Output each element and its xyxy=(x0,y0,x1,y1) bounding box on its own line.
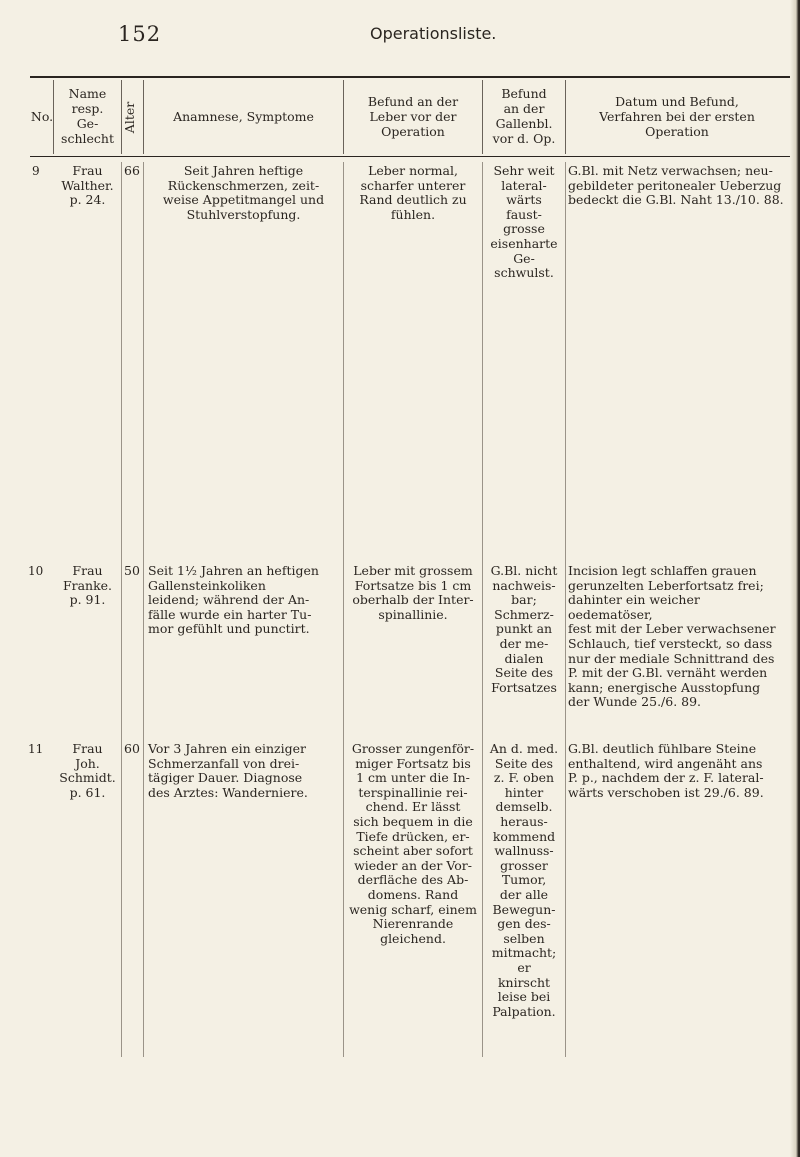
row-number: 9 xyxy=(32,164,40,178)
page-number: 152 xyxy=(118,22,162,46)
patient-name: Frau Joh. Schmidt. p. 61. xyxy=(59,741,116,800)
header-alter xyxy=(118,90,142,144)
befund-gallenbl-text: G.Bl. nicht nachweis- bar; Schmerz- punkt an der me- dialen Seite des Fortsatzes xyxy=(490,563,558,695)
page-edge-shadow xyxy=(790,0,800,1157)
patient-name: Frau Walther. p. 24. xyxy=(61,163,114,208)
header-befund-leber: Befund an der Leber vor der Operation xyxy=(367,93,459,139)
datum-text: G.Bl. mit Netz verwachsen; neu- gebildeter peritonealer Ueberzug bedeckt die G.Bl. Naht 13./10. 88. xyxy=(568,163,784,208)
page-header xyxy=(0,14,800,44)
header-alter-label: Alter xyxy=(122,101,138,133)
befund-leber-text: Grosser zungenför- miger Fortsatz bis 1 cm unter die In- terspinallinie rei- chend. Er lässt sich bequem in die Tiefe drücken, er- scheint aber sofort wieder an der Vor- derfläche des Ab- domens. Rand wenig scharf, einem Nierenrande gleichend. xyxy=(349,741,477,946)
header-name: Name resp. Ge- schlecht xyxy=(61,86,114,146)
page-title: Operationsliste. xyxy=(370,24,497,43)
column-divider xyxy=(565,162,566,1057)
datum-text: Incision legt schlaffen grauen gerunzelten Leberfortsatz frei; dahinter ein weicher oedematöser, fest mit der Leber verwachsener Schlauch, tief versteckt, so dass nur der mediale Schnittrand des P. mit der G.Bl. vernäht werden kann; energische Ausstopfung der Wunde 25./6. 89. xyxy=(568,563,776,710)
befund-leber-text: Leber mit grossem Fortsatze bis 1 cm oberhalb der Inter- spinallinie. xyxy=(352,563,474,622)
row-number: 10 xyxy=(28,564,44,578)
patient-age: 66 xyxy=(124,163,140,178)
befund-leber-text: Leber normal, scharfer unterer Rand deutlich zu fühlen. xyxy=(359,163,467,222)
anamnese-text: Seit 1½ Jahren an heftigen Gallensteinkoliken leidend; während der An- fälle wurde ein harter Tu- mor gefühlt und punctirt. xyxy=(148,563,319,637)
header-anamnese: Anamnese, Symptome xyxy=(173,108,314,124)
befund-gallenbl-text: An d. med. Seite des z. F. oben hinter demselb. heraus- kommend wallnuss- grosser Tumor, der alle Bewegun- gen des- selben mitmacht; er knirscht leise bei Palpation. xyxy=(489,741,559,1019)
column-divider xyxy=(121,162,122,1057)
row-number: 11 xyxy=(28,742,44,756)
patient-name: Frau Franke. p. 91. xyxy=(62,563,113,608)
anamnese-text: Seit Jahren heftige Rückenschmerzen, zeit- weise Appetitmangel und Stuhlverstopfung. xyxy=(162,163,325,222)
header-datum: Datum und Befund, Verfahren bei der ersten Operation xyxy=(599,93,755,139)
header-befund-gallenbl: Befund an der Gallenbl. vor d. Op. xyxy=(492,86,556,146)
patient-age: 50 xyxy=(124,563,140,578)
header-no: No. xyxy=(30,108,54,124)
column-divider xyxy=(143,162,144,1057)
befund-gallenbl-text: Sehr weit lateral- wärts faust- grosse eisenharte Ge- schwulst. xyxy=(490,163,558,281)
datum-text: G.Bl. deutlich fühlbare Steine enthaltend, wird angenäht ans P. p., nachdem der z. F. lateral- wärts verschoben ist 29./6. 89. xyxy=(568,741,764,800)
header-bottom-rule xyxy=(30,156,790,157)
patient-age: 60 xyxy=(124,741,140,756)
anamnese-text: Vor 3 Jahren ein einziger Schmerzanfall von drei- tägiger Dauer. Diagnose des Arztes: Wanderniere. xyxy=(148,741,308,800)
